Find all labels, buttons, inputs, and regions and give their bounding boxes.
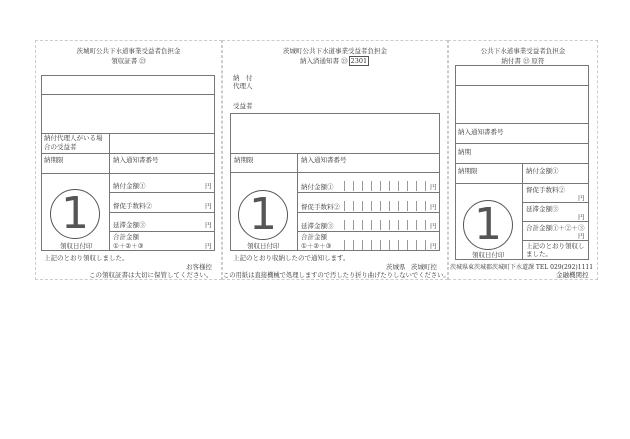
notice-no-label: 納入通知書番号 bbox=[458, 128, 504, 136]
amount2-label: 督促手数料② bbox=[526, 186, 565, 194]
yen-unit: 円 bbox=[205, 202, 212, 210]
prefecture-label: 茨城県 bbox=[386, 263, 406, 271]
copy-label: お客様控 bbox=[186, 263, 212, 271]
machine-note: この用紙は直接機械で処理しますので汚したり折り曲げたりしないでください。 bbox=[223, 272, 450, 279]
period-label: 納期 bbox=[458, 148, 471, 156]
yen-unit: 円 bbox=[578, 232, 585, 240]
due-label: 納期限 bbox=[44, 156, 64, 164]
total-formula: ①＋②＋③ bbox=[301, 242, 332, 250]
notice-no-label: 納入通知書番号 bbox=[301, 156, 347, 164]
payer-label: 納 付 bbox=[233, 74, 253, 82]
notice-no-label: 納入通知書番号 bbox=[113, 156, 159, 164]
stamp-label: 領収日付印 bbox=[472, 251, 505, 259]
total-formula: ①＋②＋③ bbox=[113, 242, 144, 250]
yen-unit: 円 bbox=[430, 242, 437, 250]
beneficiary-label: 受益者 bbox=[233, 102, 253, 110]
yen-unit: 円 bbox=[430, 183, 437, 191]
amount1-label: 納付金額① bbox=[301, 183, 334, 191]
payment-title: 公共下水道事業受益者負担金 bbox=[480, 47, 566, 55]
notice-subtitle-text: 納入済通知書 ㉓ bbox=[300, 57, 348, 65]
amount2-label: 督促手数料② bbox=[301, 203, 340, 211]
yen-unit: 円 bbox=[430, 203, 437, 211]
digit-boxes bbox=[344, 201, 426, 211]
amount2-label: 督促手数料② bbox=[113, 202, 152, 210]
total-label: 合計金額 bbox=[301, 233, 327, 241]
received-text: 上記のとおり領収しました。 bbox=[44, 254, 129, 262]
notice-title: 茨城町公共下水道事業受益者負担金 bbox=[283, 47, 387, 55]
stamp-circle: 1 bbox=[238, 190, 288, 240]
amount3-label: 延滞金額③ bbox=[526, 205, 559, 213]
proxy-label: 代理人 bbox=[233, 82, 253, 90]
yen-unit: 円 bbox=[430, 222, 437, 230]
stamp-label: 領収日付印 bbox=[247, 242, 280, 250]
receipt-subtitle: 領収証書 ㉓ bbox=[111, 57, 146, 65]
payment-subtitle: 納付書 ㉓ 原符 bbox=[501, 57, 545, 65]
amount1-label: 納付金額① bbox=[526, 167, 559, 175]
stamp-label: 領収日付印 bbox=[60, 242, 93, 250]
due-label: 納期限 bbox=[234, 156, 254, 164]
received-text: 上記のとおり領収しました。 bbox=[526, 242, 585, 258]
amount1-label: 納付金額① bbox=[113, 182, 146, 190]
notice-code: 2301 bbox=[350, 57, 368, 65]
total-label: 合計金額 bbox=[113, 233, 139, 241]
stamp-circle: 1 bbox=[463, 200, 513, 250]
digit-boxes bbox=[344, 220, 426, 230]
proxy-label: 納付代理人がいる場合の受益者 bbox=[44, 134, 103, 151]
keep-note: この領収証書は大切に保管してください。 bbox=[89, 271, 213, 279]
yen-unit: 円 bbox=[578, 213, 585, 221]
digit-boxes bbox=[344, 240, 426, 250]
received-text: 上記のとおり収納したので通知します。 bbox=[233, 254, 350, 262]
yen-unit: 円 bbox=[205, 221, 212, 229]
stamp-circle: 1 bbox=[50, 189, 100, 239]
amount3-label: 延滞金額③ bbox=[301, 222, 334, 230]
amount3-label: 延滞金額③ bbox=[113, 221, 146, 229]
copy-label: 金融機関控 bbox=[556, 271, 589, 279]
notice-subtitle bbox=[300, 56, 369, 65]
yen-unit: 円 bbox=[205, 182, 212, 190]
yen-unit: 円 bbox=[578, 194, 585, 202]
receipt-title: 茨城町公共下水道事業受益者負担金 bbox=[76, 47, 181, 55]
total-label: 合計金額①＋②＋③ bbox=[526, 224, 585, 232]
digit-boxes bbox=[344, 181, 426, 191]
copy-label: 茨城町控 bbox=[411, 263, 437, 271]
office-contact: 茨城県東茨城郡茨城町下水道課 TEL 029(292)1111 bbox=[450, 264, 594, 271]
yen-unit: 円 bbox=[205, 242, 212, 250]
due-label: 納期限 bbox=[458, 167, 478, 175]
